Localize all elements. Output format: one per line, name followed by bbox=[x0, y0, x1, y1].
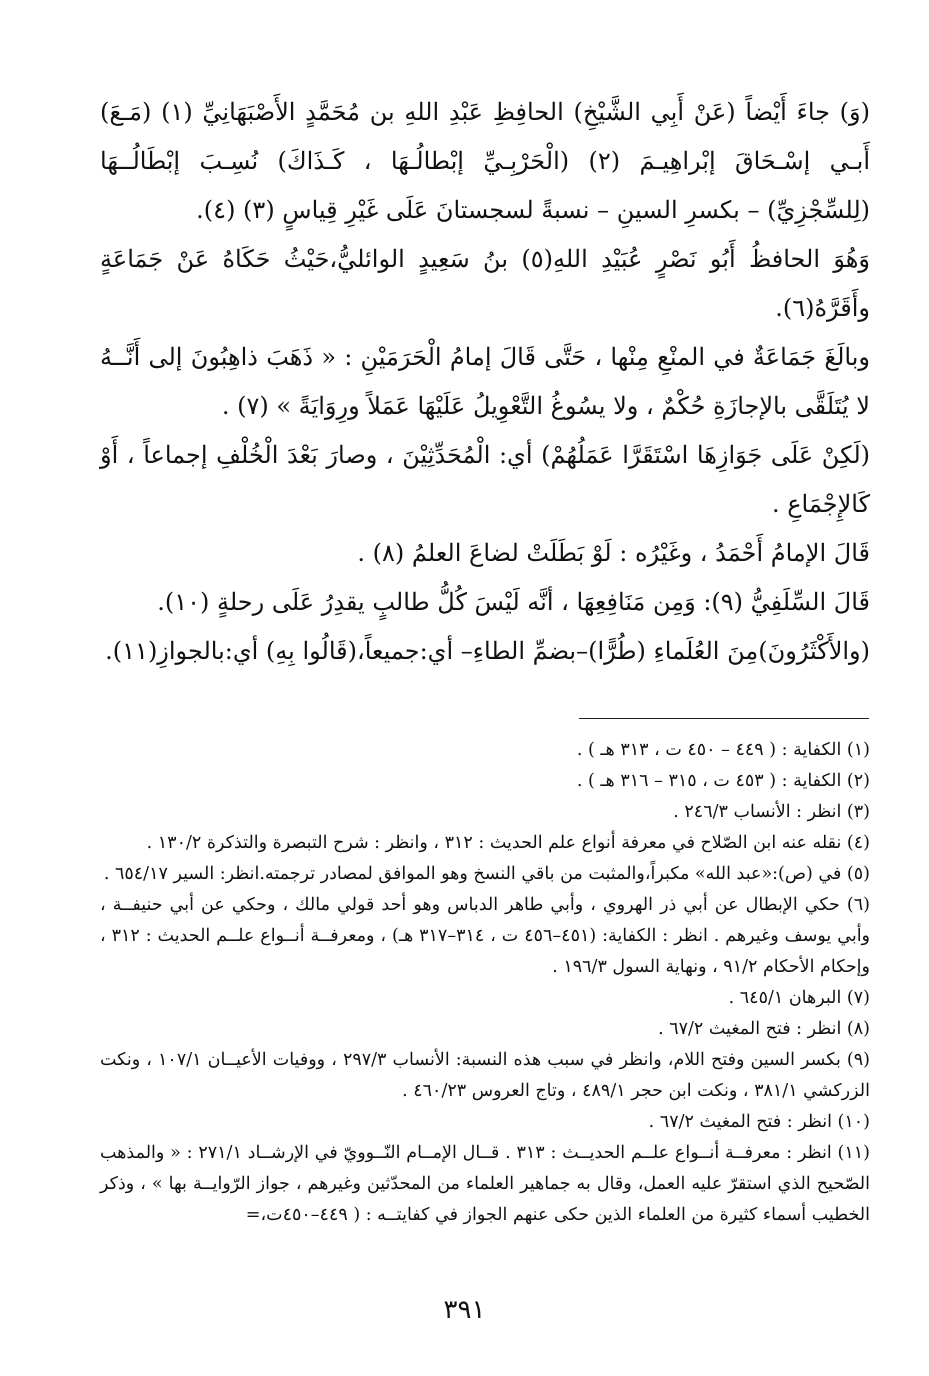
footnote-7: (٧) البرهان ٦٤٥/١ . bbox=[728, 988, 870, 1008]
footnote-9: (٩) بكسر السين وفتح اللام، وانظر في سبب هذه النسبة: الأنساب ٢٩٧/٣ ، ووفيات الأعيــان ١٠٧/١ ، ونكت الزركشي ٣٨١/١ ، ونكت ابن حجر ٤٨٩/١ ، وتاج العروس ٤٦٠/٢٣ . bbox=[100, 1050, 870, 1101]
footnote-3: (٣) انظر : الأنساب ٢٤٦/٣ . bbox=[673, 802, 870, 822]
footnotes bbox=[100, 735, 870, 1231]
footnote-2: (٢) الكفاية : ( ٤٥٣ ت ، ٣١٥ – ٣١٦ هـ ) . bbox=[576, 771, 870, 791]
main-text bbox=[100, 88, 870, 676]
main-paragraph-2: وَهُوَ الحافظُ أَبُو نَصْرٍ عُبَيْدِ اللهِ(٥) بنُ سَعِيدٍ الوائليُّ،حَيْثُ حَكَاهُ عَنْ جَمَاعَةٍ وأَقَرَّهُ(٦). bbox=[100, 245, 870, 322]
main-paragraph-5: قَالَ الإمامُ أَحْمَدُ ، وغَيْرُه : لَوْ بَطَلَتْ لضاعَ العلمُ (٨) . bbox=[357, 539, 870, 567]
footnote-11: (١١) انظر : معرفــة أنــواع علــم الحديــث : ٣١٣ . قــال الإمــام النّــوويّ في الإرشــاد ٢٧١/١ : « والمذهب الصّحيح الذي استقرّ عليه العمل، وقال به جماهير العلماء من المحدّثين وغيرهم ، جواز الرّوايــة بها » ، وذكر الخطيب أسماء كثيرة من العلماء الذين حكى عنهم الجواز في كفايتــه : ( ٤٤٩–٤٥٠ت،= bbox=[100, 1143, 870, 1225]
main-paragraph-7: (والأَكْثَرُونَ)مِنَ العُلَماءِ (طُرًّا)–بضمِّ الطاءِ– أي:جميعاً،(قَالُوا بِهِ) أي:بالجوازِ(١١). bbox=[105, 637, 870, 665]
main-paragraph-3: وبالَغَ جَمَاعَةٌ في المنْعِ مِنْها ، حَتَّى قَالَ إمامُ الْحَرَمَيْنِ : « ذَهَبَ ذاهِبُونَ إلى أَنَّــهُ لا يُتَلَقَّى بالإجازَةِ حُكْمٌ ، ولا يسُوغُ التَّعْوِيلُ عَلَيْهَا عَمَلاً ورِوَايَةً » (٧) . bbox=[100, 343, 870, 420]
main-paragraph-1: (وَ) جاءَ أَيْضاً (عَنْ أَبِي الشَّيْخِ) الحافِظِ عَبْدِ اللهِ بن مُحَمَّدٍ الأَصْبَهَانِيِّ (١) (مَـعَ) أَبـي إسْـحَاقَ إبْراهِيـمَ (٢) (الْحَرْبِـيِّ إبْطالُـهَا ، كَـذَاكَ) نُسِـبَ إبْطَالُــهَا (لِلسِّجْزِيِّ) – بكسرِ السينِ – نسبةً لسجستانَ عَلَى غَيْرِ قِياسٍ (٣) (٤). bbox=[100, 98, 870, 224]
page-number: ٣٩١ bbox=[443, 1295, 486, 1325]
footnote-separator bbox=[579, 718, 869, 719]
footnote-5: (٥) في (ص):«عبد الله» مكبراً،والمثبت من باقي النسخ وهو الموافق لمصادر ترجمته.انظر: السير ٦٥٤/١٧ . bbox=[103, 864, 870, 884]
footnote-8: (٨) انظر : فتح المغيث ٦٧/٢ . bbox=[658, 1019, 870, 1039]
main-paragraph-6: قَالَ السِّلَفِيُّ (٩): وَمِن مَنَافِعِهَا ، أنَّه لَيْسَ كُلُّ طالبٍ يقدِرُ عَلَى رحلةٍ (١٠). bbox=[157, 588, 870, 616]
footnote-10: (١٠) انظر : فتح المغيث ٦٧/٢ . bbox=[648, 1112, 870, 1132]
footnote-6: (٦) حكي الإبطال عن أبي ذر الهروي ، وأبي طاهر الدباس وهو أحد قولي مالك ، وحكي عن أبي حنيفــة ، وأبي يوسف وغيرهم . انظر : الكفاية: (٤٥١–٤٥٦ ت ، ٣١٤–٣١٧ هـ) ، ومعرفــة أنــواع علــم الحديث : ٣١٢ ، وإحكام الأحكام ٩١/٢ ، ونهاية السول ١٩٦/٣ . bbox=[100, 895, 871, 977]
footnote-1: (١) الكفاية : ( ٤٤٩ – ٤٥٠ ت ، ٣١٣ هـ ) . bbox=[576, 740, 870, 760]
main-paragraph-4: (لَكِنْ عَلَى جَوَازِهَا اسْتَقَرَّا عَمَلُهُمْ) أي: الْمُحَدِّثِيْنَ ، وصارَ بَعْدَ الْخُلْفِ إجماعاً ، أَوْ كَالإِجْمَاعِ . bbox=[100, 441, 871, 518]
footnote-4: (٤) نقله عنه ابن الصّلاح في معرفة أنواع علم الحديث : ٣١٢ ، وانظر : شرح التبصرة والتذكرة ١٣٠/٢ . bbox=[146, 833, 870, 853]
